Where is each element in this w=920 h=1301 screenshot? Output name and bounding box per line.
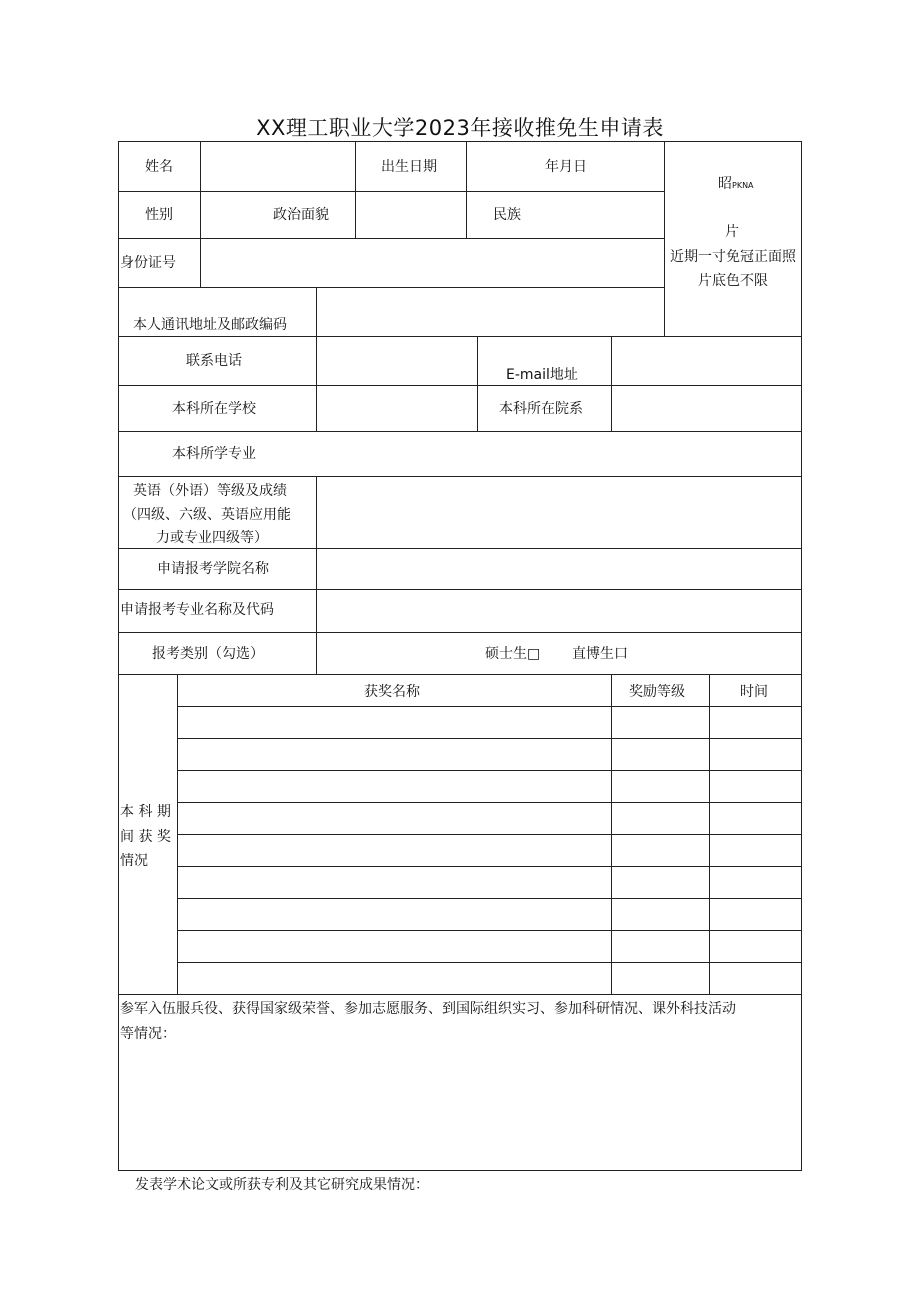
major-label: 本科所学专业 bbox=[172, 446, 256, 462]
publications-label: 发表学术论文或所获专利及其它研究成果情况： bbox=[135, 1177, 429, 1193]
apply-college-input[interactable] bbox=[317, 549, 801, 589]
name-input[interactable] bbox=[201, 142, 355, 191]
politics-label: 政治面貌 bbox=[273, 207, 329, 223]
address-input[interactable] bbox=[317, 288, 664, 336]
divider bbox=[477, 336, 478, 431]
category-label: 报考类别（勾选） bbox=[152, 646, 264, 662]
divider bbox=[177, 930, 802, 931]
divider bbox=[177, 866, 802, 867]
apply-college-label: 申请报考学院名称 bbox=[157, 561, 269, 577]
email-label: E-mail地址 bbox=[506, 367, 578, 383]
photo-hint-1: 近期一寸免冠正面照 bbox=[670, 249, 796, 265]
dept-label: 本科所在院系 bbox=[499, 401, 583, 417]
name-label: 姓名 bbox=[145, 159, 173, 175]
divider bbox=[118, 632, 802, 633]
divider bbox=[466, 141, 467, 238]
awards-col-level: 奖励等级 bbox=[629, 684, 685, 700]
id-input[interactable] bbox=[201, 239, 664, 287]
politics-input[interactable] bbox=[356, 192, 466, 238]
address-label: 本人通讯地址及邮政编码 bbox=[133, 317, 287, 333]
activities-label-1: 参军入伍服兵役、获得国家级荣誉、参加志愿服务、到国际组织实习、参加科研情况、课外科技活动 bbox=[120, 1001, 736, 1017]
photo-label-1: 昭PKNA bbox=[718, 176, 754, 192]
photo-label-2: 片 bbox=[725, 224, 739, 240]
birth-date-placeholder: 年月日 bbox=[545, 159, 587, 175]
english-input[interactable] bbox=[317, 477, 801, 548]
phone-label: 联系电话 bbox=[186, 353, 242, 369]
dept-input[interactable] bbox=[612, 386, 801, 431]
school-label: 本科所在学校 bbox=[172, 401, 256, 417]
divider bbox=[177, 962, 802, 963]
divider bbox=[177, 706, 802, 707]
divider bbox=[177, 738, 802, 739]
form-title: XX理工职业大学2023年接收推免生申请表 bbox=[256, 116, 664, 140]
phone-input[interactable] bbox=[317, 337, 477, 385]
id-label: 身份证号 bbox=[120, 255, 176, 271]
birth-label: 出生日期 bbox=[381, 159, 437, 175]
divider bbox=[177, 834, 802, 835]
ethnic-label: 民族 bbox=[493, 207, 521, 223]
activities-textarea[interactable] bbox=[119, 1040, 801, 1170]
divider bbox=[177, 770, 802, 771]
awards-col-name: 获奖名称 bbox=[364, 684, 420, 700]
awards-col-time: 时间 bbox=[740, 684, 768, 700]
activities-label-2: 等情况： bbox=[120, 1026, 176, 1042]
english-label-3: 力或专业四级等） bbox=[156, 530, 268, 546]
awards-side-label-3: 情况 bbox=[120, 853, 148, 869]
english-label-1: 英语（外语）等级及成绩 bbox=[133, 483, 287, 499]
major-input[interactable] bbox=[317, 432, 801, 476]
divider bbox=[177, 898, 802, 899]
photo-hint-2: 片底色不限 bbox=[698, 273, 768, 289]
phd-option[interactable]: 直博生口 bbox=[572, 646, 628, 662]
apply-major-label: 申请报考专业名称及代码 bbox=[120, 602, 274, 618]
awards-side-label-2: 间 获 奖 bbox=[120, 829, 171, 845]
gender-input[interactable] bbox=[201, 192, 265, 238]
apply-major-input[interactable] bbox=[317, 590, 801, 632]
school-input[interactable] bbox=[317, 386, 477, 431]
english-label-2: （四级、六级、英语应用能 bbox=[123, 507, 291, 523]
gender-label: 性别 bbox=[145, 207, 173, 223]
divider bbox=[177, 802, 802, 803]
divider bbox=[118, 994, 802, 995]
divider bbox=[118, 674, 802, 675]
master-option[interactable]: 硕士生□ bbox=[485, 646, 541, 662]
email-input[interactable] bbox=[612, 337, 801, 385]
awards-side-label-1: 本 科 期 bbox=[120, 804, 171, 820]
ethnic-input[interactable] bbox=[560, 192, 664, 238]
